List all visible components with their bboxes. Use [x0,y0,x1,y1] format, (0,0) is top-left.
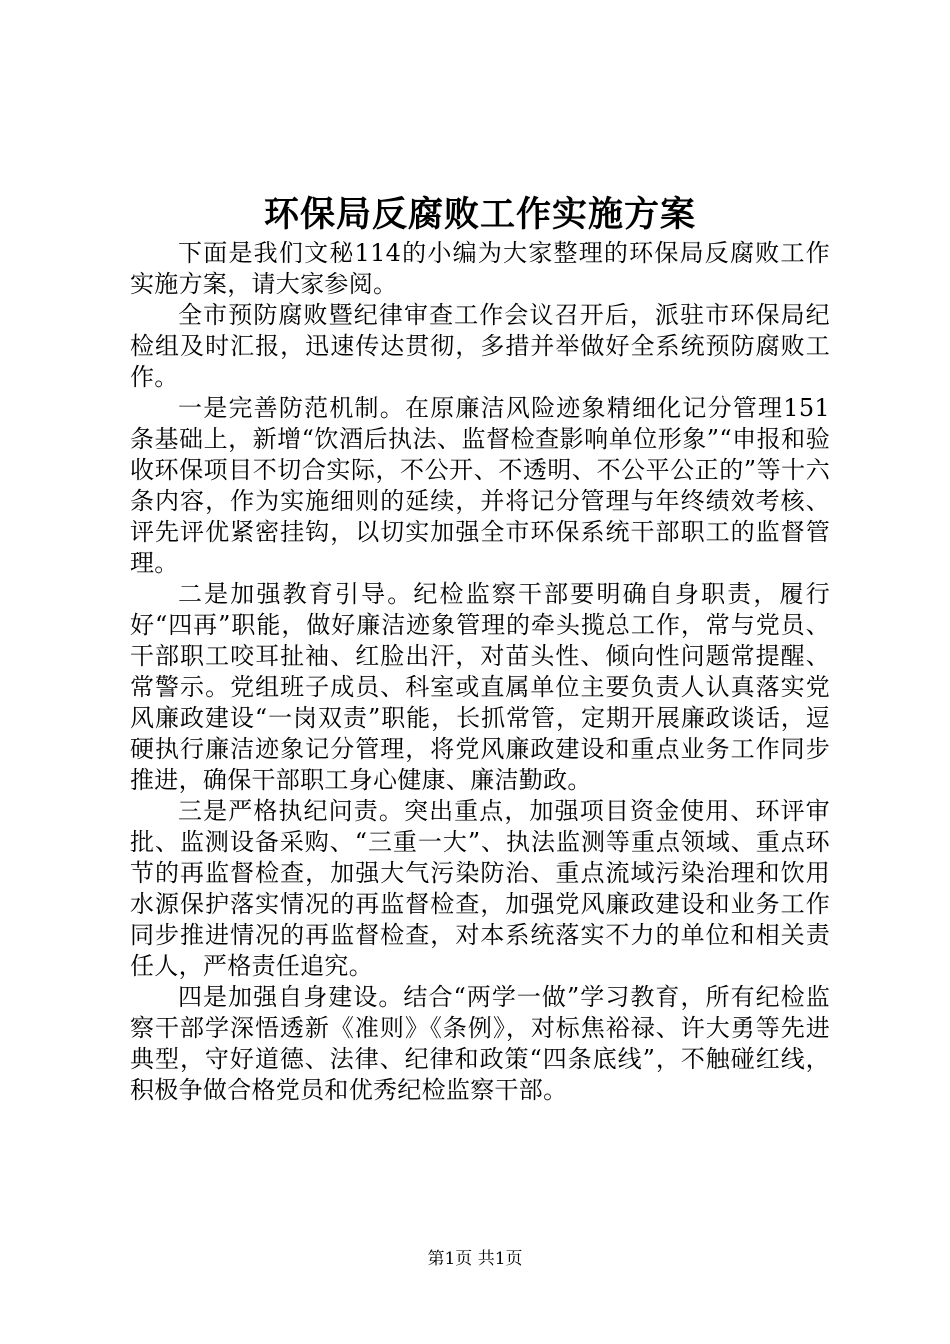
page-title: 环保局反腐败工作实施方案 [263,194,696,235]
document-body [130,238,830,1106]
paragraph-point-3: 三是严格执纪问责。突出重点，加强项目资金使用、环评审批、监测设备采购、“三重一大”、执法监测等重点领域、重点环节的再监督检查，加强大气污染防治、重点流域污染治理和饮用水源保护落实情况的再监督检查，加强党风廉政建设和业务工作同步推进情况的再监督检查，对本系统落实不力的单位和相关责任人，严格责任追究。 [130,797,830,980]
paragraph-overview: 全市预防腐败暨纪律审查工作会议召开后，派驻市环保局纪检组及时汇报，迅速传达贯彻，多措并举做好全系统预防腐败工作。 [130,301,830,391]
paragraph-point-1: 一是完善防范机制。在原廉洁风险迹象精细化记分管理151条基础上，新增“饮酒后执法、监督检查影响单位形象”“申报和验收环保项目不切合实际，不公开、不透明、不公平公正的”等十六条内容，作为实施细则的延续，并将记分管理与年终绩效考核、评先评优紧密挂钩，以切实加强全市环保系统干部职工的监督管理。 [130,394,830,577]
paragraph-intro: 下面是我们文秘114的小编为大家整理的环保局反腐败工作实施方案，请大家参阅。 [130,239,830,298]
page-number-footer: 第1页 共1页 [427,1249,523,1269]
paragraph-point-4: 四是加强自身建设。结合“两学一做”学习教育，所有纪检监察干部学深悟透新《准则》《条例》，对标焦裕禄、许大勇等先进典型，守好道德、法律、纪律和政策“四条底线”，不触碰红线，积极争做合格党员和优秀纪检监察干部。 [130,983,830,1104]
paragraph-point-2: 二是加强教育引导。纪检监察干部要明确自身职责，履行好“四再”职能，做好廉洁迹象管理的牵头揽总工作，常与党员、干部职工咬耳扯袖、红脸出汗，对苗头性、倾向性问题常提醒、常警示。党组班子成员、科室或直属单位主要负责人认真落实党风廉政建设“一岗双责”职能，长抓常管，定期开展廉政谈话，逗硬执行廉洁迹象记分管理，将党风廉政建设和重点业务工作同步推进，确保干部职工身心健康、廉洁勤政。 [130,580,830,794]
